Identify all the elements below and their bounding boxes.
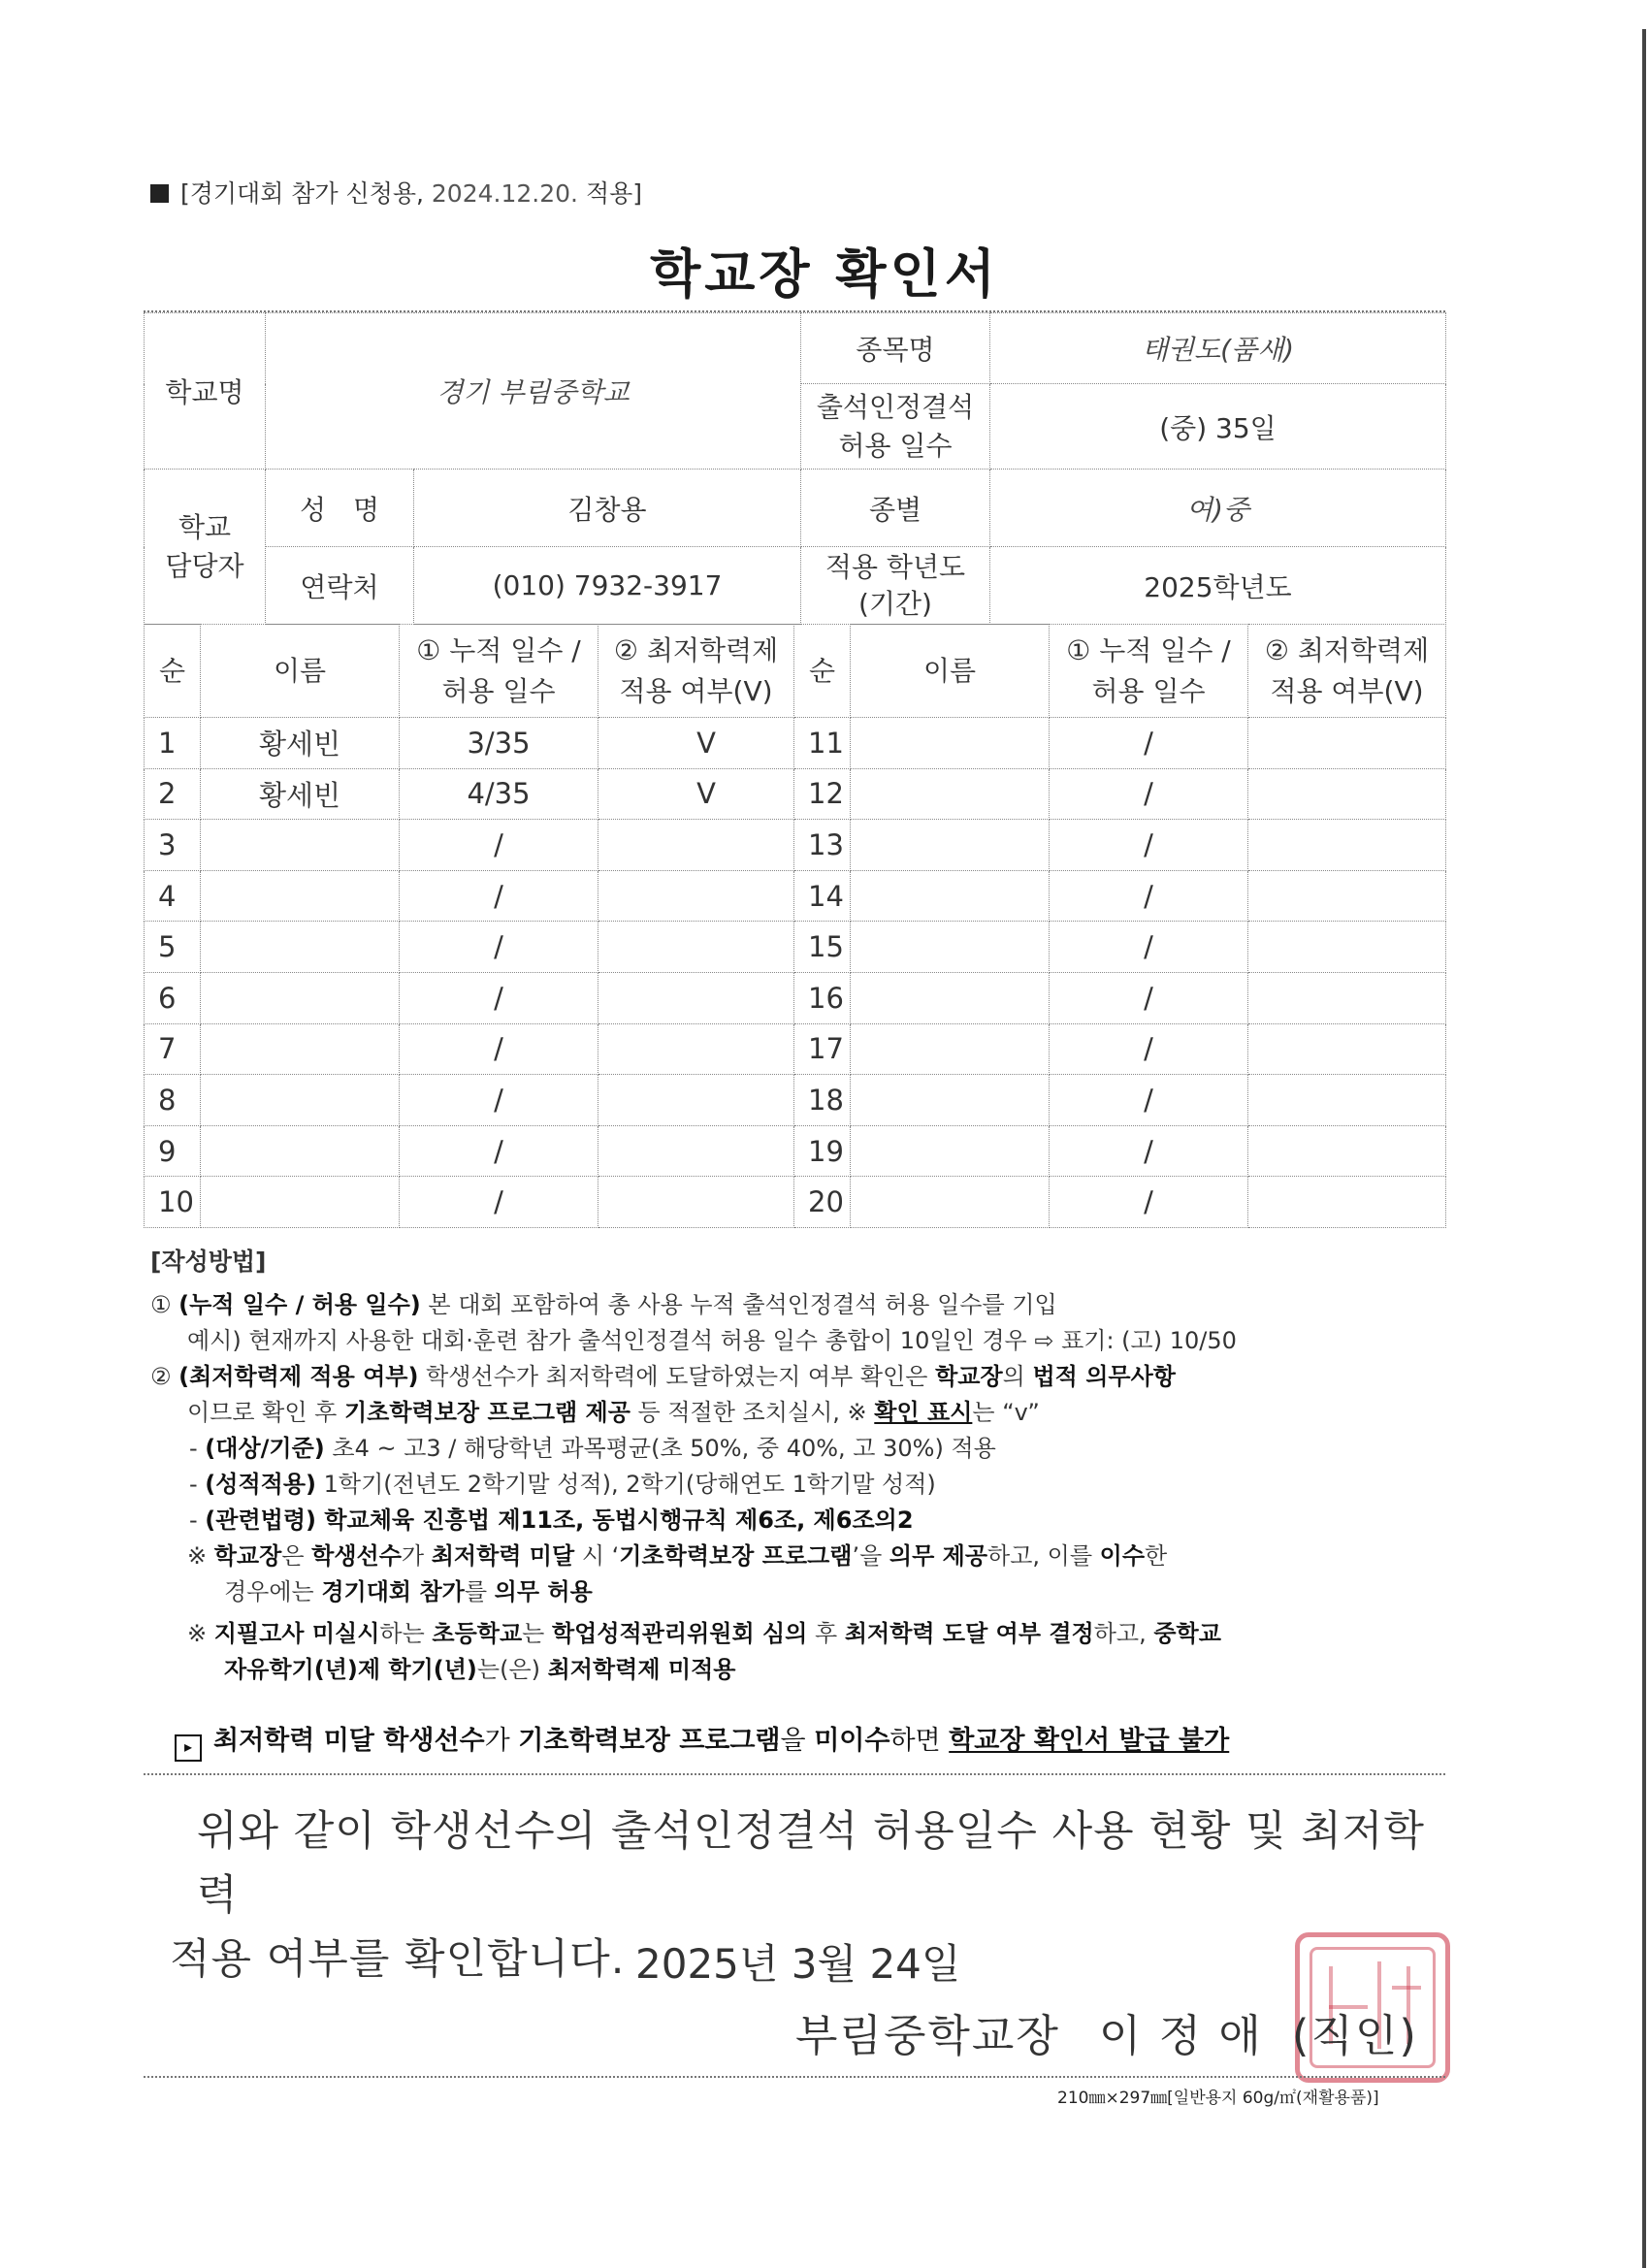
row-min xyxy=(1248,972,1446,1023)
col-days: ① 누적 일수 / 허용 일수 xyxy=(1050,625,1248,718)
method-line: 예시) 현재까지 사용한 대회·훈련 참가 출석인정결석 허용 일수 총합이 10일인 경우 ⇨ 표기: (고) 10/50 xyxy=(187,1327,1237,1354)
row-no: 4 xyxy=(145,870,201,922)
table-row xyxy=(145,1023,1446,1075)
row-min xyxy=(598,820,794,871)
row-no: 5 xyxy=(145,922,201,973)
row-no: 13 xyxy=(794,820,851,871)
row-min xyxy=(598,922,794,973)
row-name xyxy=(201,870,400,922)
row-name xyxy=(201,972,400,1023)
row-days: / xyxy=(1050,1023,1248,1075)
allowed-days-label: 출석인정결석 허용 일수 xyxy=(801,384,990,470)
row-days: / xyxy=(1050,972,1248,1023)
method-line: - (관련법령) 학교체육 진흥법 제11조, 동법시행규칙 제6조, 제6조의2 xyxy=(189,1507,914,1534)
table-header xyxy=(145,625,1446,718)
row-days: / xyxy=(400,870,598,922)
notice-divider xyxy=(144,1773,1445,1775)
name-value: 김창용 xyxy=(414,470,801,547)
row-no: 15 xyxy=(794,922,851,973)
row-min xyxy=(1248,820,1446,871)
row-no: 18 xyxy=(794,1075,851,1126)
row-min: V xyxy=(598,718,794,769)
writing-method xyxy=(150,1244,1450,1688)
row-no: 6 xyxy=(145,972,201,1023)
scan-edge xyxy=(1642,0,1646,2268)
row-name xyxy=(851,768,1050,820)
method-note: ※ 지필고사 미실시하는 초등학교는 학업성적관리위원회 심의 후 최저학력 도달 여부 결정하고, 중학교 xyxy=(187,1620,1221,1647)
row-min xyxy=(1248,1177,1446,1228)
confirm-statement: 위와 같이 학생선수의 출석인정결석 허용일수 사용 현황 및 최저학력 적용 여부를 확인합니다. xyxy=(170,1807,1425,1984)
method-line: - (성적적용) 1학기(전년도 2학기말 성적), 2학기(당해연도 1학기말 성적) xyxy=(189,1471,936,1498)
header-date: 2024.12.20. xyxy=(431,179,578,208)
table-row xyxy=(145,972,1446,1023)
method-note: ※ 학교장은 학생선수가 최저학력 미달 시 ‘기초학력보장 프로그램’을 의무 제공하고, 이를 이수한 xyxy=(187,1542,1168,1570)
row-no: 9 xyxy=(145,1125,201,1177)
row-min: V xyxy=(598,768,794,820)
athlete-table xyxy=(144,624,1446,1228)
row-days: / xyxy=(1050,1177,1248,1228)
table-row xyxy=(145,820,1446,871)
row-name xyxy=(851,870,1050,922)
seal-label: (직인) xyxy=(1291,2010,1418,2061)
row-no: 14 xyxy=(794,870,851,922)
paper-footnote: 210㎜×297㎜[일반용지 60g/㎡(재활용품)] xyxy=(1057,2089,1379,2108)
col-no: 순 xyxy=(794,625,851,718)
row-no: 7 xyxy=(145,1023,201,1075)
col-name: 이름 xyxy=(851,625,1050,718)
signer-name: 이 정 애 xyxy=(1098,2010,1263,2061)
row-min xyxy=(1248,1075,1446,1126)
col-name: 이름 xyxy=(201,625,400,718)
gender-value: 여)중 xyxy=(990,470,1446,547)
row-name xyxy=(851,922,1050,973)
method-line: ① (누적 일수 / 허용 일수) 본 대회 포함하여 총 사용 누적 출석인정결석 허용 일수를 기입 xyxy=(150,1291,1057,1318)
table-row xyxy=(145,718,1446,769)
table-row xyxy=(145,768,1446,820)
row-days: / xyxy=(400,820,598,871)
row-name xyxy=(851,718,1050,769)
row-days: / xyxy=(1050,820,1248,871)
row-no: 1 xyxy=(145,718,201,769)
row-min xyxy=(1248,718,1446,769)
table-row xyxy=(145,870,1446,922)
table-row xyxy=(145,922,1446,973)
info-table xyxy=(144,312,1446,625)
row-days: / xyxy=(400,972,598,1023)
row-days: / xyxy=(400,1023,598,1075)
row-min xyxy=(1248,1125,1446,1177)
row-days: / xyxy=(400,922,598,973)
notice-line: ▸ 최저학력 미달 학생선수가 기초학력보장 프로그램을 미이수하면 학교장 확인서 발급 불가 xyxy=(175,1719,1229,1762)
method-line: 이므로 확인 후 기초학력보장 프로그램 제공 등 적절한 조치실시, ※ 확인 표시는 “v” xyxy=(187,1399,1040,1426)
col-min: ② 최저학력제 적용 여부(V) xyxy=(598,625,794,718)
row-name xyxy=(851,1023,1050,1075)
col-no: 순 xyxy=(145,625,201,718)
sign-date: 2025년 3월 24일 xyxy=(635,1940,961,1988)
row-no: 20 xyxy=(794,1177,851,1228)
arrow-box-icon: ▸ xyxy=(175,1734,202,1762)
method-note: 자유학기(년)제 학기(년)는(은) 최저학력제 미적용 xyxy=(224,1656,736,1683)
row-name xyxy=(201,820,400,871)
year-value: 2025학년도 xyxy=(990,547,1446,625)
row-name xyxy=(201,922,400,973)
square-bullet-icon xyxy=(150,184,169,203)
row-days: / xyxy=(1050,718,1248,769)
row-min xyxy=(1248,922,1446,973)
table-row xyxy=(145,1177,1446,1228)
row-days: 3/35 xyxy=(400,718,598,769)
bottom-divider xyxy=(144,2076,1445,2078)
row-no: 8 xyxy=(145,1075,201,1126)
col-min: ② 최저학력제 적용 여부(V) xyxy=(1248,625,1446,718)
row-name xyxy=(851,1177,1050,1228)
page-title: 학교장 확인서 xyxy=(650,243,999,305)
table-row xyxy=(145,1125,1446,1177)
method-note: 경우에는 경기대회 참가를 의무 허용 xyxy=(224,1578,593,1605)
school-label: 학교명 xyxy=(145,313,266,470)
row-no: 16 xyxy=(794,972,851,1023)
allowed-days-value: (중) 35일 xyxy=(990,384,1446,470)
row-no: 17 xyxy=(794,1023,851,1075)
method-title: [작성방법] xyxy=(150,1247,267,1276)
row-min xyxy=(598,1023,794,1075)
signer-title: 부림중학교장 xyxy=(795,2010,1060,2061)
row-name: 황세빈 xyxy=(201,718,400,769)
table-row xyxy=(145,1075,1446,1126)
col-days: ① 누적 일수 / 허용 일수 xyxy=(400,625,598,718)
row-min xyxy=(598,1125,794,1177)
row-name xyxy=(201,1075,400,1126)
method-line: - (대상/기준) 초4 ~ 고3 / 해당학년 과목평균(초 50%, 중 40%, 고 30%) 적용 xyxy=(189,1435,996,1462)
contact-label: 연락처 xyxy=(266,547,414,625)
row-min xyxy=(598,1075,794,1126)
row-no: 19 xyxy=(794,1125,851,1177)
row-min xyxy=(598,1177,794,1228)
row-no: 11 xyxy=(794,718,851,769)
row-name xyxy=(201,1177,400,1228)
year-label: 적용 학년도 (기간) xyxy=(801,547,990,625)
row-no: 12 xyxy=(794,768,851,820)
row-days: / xyxy=(1050,1075,1248,1126)
row-min xyxy=(1248,768,1446,820)
row-days: / xyxy=(1050,922,1248,973)
gender-label: 종별 xyxy=(801,470,990,547)
row-min xyxy=(1248,1023,1446,1075)
row-no: 10 xyxy=(145,1177,201,1228)
row-name xyxy=(851,972,1050,1023)
event-value: 태권도(품새) xyxy=(990,313,1446,384)
contact-value: (010) 7932-3917 xyxy=(414,547,801,625)
row-min xyxy=(1248,870,1446,922)
row-no: 2 xyxy=(145,768,201,820)
row-days: / xyxy=(400,1177,598,1228)
row-days: / xyxy=(1050,870,1248,922)
row-days: / xyxy=(1050,768,1248,820)
row-no: 3 xyxy=(145,820,201,871)
row-name: 황세빈 xyxy=(201,768,400,820)
signer xyxy=(795,2000,1418,2063)
row-min xyxy=(598,972,794,1023)
row-name xyxy=(201,1125,400,1177)
row-days: / xyxy=(1050,1125,1248,1177)
row-days: / xyxy=(400,1075,598,1126)
staff-label: 학교 담당자 xyxy=(145,470,266,625)
header-note: [경기대회 참가 신청용, 2024.12.20. 적용] xyxy=(150,175,642,210)
row-name xyxy=(201,1023,400,1075)
method-line: ② (최저학력제 적용 여부) 학생선수가 최저학력에 도달하였는지 여부 확인은 학교장의 법적 의무사항 xyxy=(150,1363,1176,1390)
scan-edge-corner xyxy=(1600,0,1649,29)
row-name xyxy=(851,820,1050,871)
row-min xyxy=(598,870,794,922)
school-value: 경기 부림중학교 xyxy=(266,313,801,470)
row-name xyxy=(851,1075,1050,1126)
row-days: 4/35 xyxy=(400,768,598,820)
event-label: 종목명 xyxy=(801,313,990,384)
row-name xyxy=(851,1125,1050,1177)
row-days: / xyxy=(400,1125,598,1177)
name-label: 성 명 xyxy=(266,470,414,547)
